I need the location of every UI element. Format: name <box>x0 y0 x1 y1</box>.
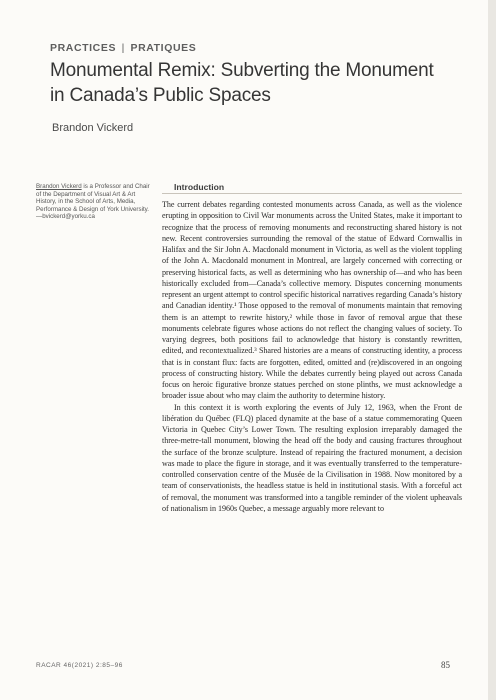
section-separator: | <box>121 42 125 54</box>
body-paragraph-2: In this context it is worth exploring the events of July 12, 1963, when the Front de libération du Québec (FLQ) placed dynamite at the base of a statue commemorating Queen Victoria in Quebec City’s Lower Town. The resulting explosion irreparably damaged the three-metre-tall monument, blowing the head off the body and causing fractures throughout the surface of the bronze sculpture. Instead of repairing the fractured monument, a decision was made to place the figure in storage, and it was eventually transferred to the temperature-controlled conservation centre of the Musée de la Civilisation in 1988. Now monitored by a team of conservationists, the headless statue is held in institutional stasis. With a forceful act of removal, the monument was transformed into a tangible reminder of the violent upheavals of nationalism in 1960s Quebec, a message arguably more relevant to <box>162 402 462 513</box>
section-kicker <box>50 42 196 54</box>
author-bio <box>36 183 154 221</box>
page-edge-shadow <box>488 0 496 700</box>
body-paragraph-1: The current debates regarding contested monuments across Canada, as well as the violence erupting in opposition to Civil War monuments across the United States, make it important to recognize that the process of removing monuments and reconstructing shared history is not new. Recent controversies surrounding the removal of the statue of Edward Cornwallis in Halifax and the Sir John A. Macdonald monument in Victoria, as well as the violent toppling of the John A. Macdonald monument in Montreal, are largely concerned with correcting or preserving historical facts, as well as determining who has ownership of—and who has been historically excluded from—Canada’s collective memory. Disputes concerning monuments represent an urgent attempt to control specific historical narratives regarding Canada’s history and Canadian identity.¹ Those opposed to the removal of monuments maintain that removing them is an attempt to rewrite history,² while those in favor of removal argue that these monuments celebrate figures whose actions do not reflect the changing values of society. To varying degrees, both positions fail to acknowledge that history is constantly rewritten, edited, and recontextualized.³ Shared histories are a means of constructing identity, a process that is in constant flux: facts are forgotten, edited, omitted and (re)discovered in an ongoing process of constructing history. While the debates currently being played out across Canada focus on heroic figurative bronze statues perched on stone plinths, we must acknowledge a broader issue about who may claim the authority to determine history. <box>162 200 462 401</box>
article-title: Monumental Remix: Subverting the Monument in Canada’s Public Spaces <box>50 60 434 106</box>
article-author: Brandon Vickerd <box>52 122 134 134</box>
section-divider <box>162 193 462 194</box>
page-number: 85 <box>441 660 450 670</box>
article-body <box>162 199 462 514</box>
section-heading-introduction: Introduction <box>174 182 225 192</box>
bio-text: is a Professor and Chair of the Department of Visual Art & Art History, in the School of Arts, Media, Performance & Design of York University. <box>36 183 150 213</box>
section-label-french: PRATIQUES <box>130 42 197 54</box>
bio-author-name: Brandon Vickerd <box>36 183 82 190</box>
bio-email: —bvickerd@yorku.ca <box>36 213 95 221</box>
section-label-english: PRACTICES <box>50 42 117 54</box>
journal-citation: RACAR 46(2021) 2:85–96 <box>36 662 123 669</box>
